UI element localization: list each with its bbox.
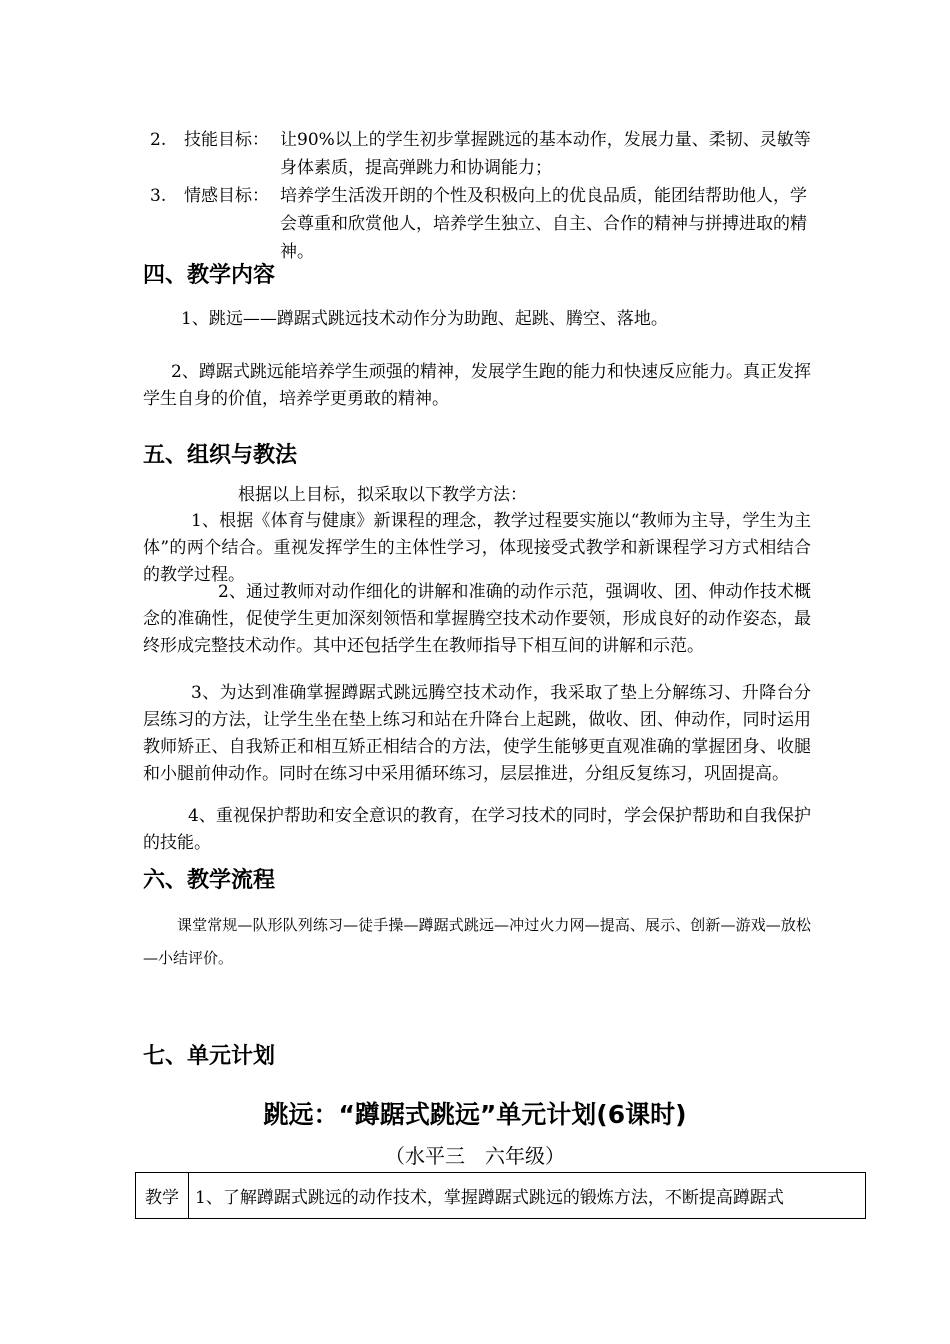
- goal-label: 技能目标：: [184, 130, 269, 150]
- method-item-2: 2、通过教师对动作细化的讲解和准确的动作示范，强调收、团、伸动作技术概念的准确性，促使学生更加深刻领悟和掌握腾空技术动作要领，形成良好的动作姿态，最终形成完整技术动作。其中还包括学生在教师指导下相互间的讲解和示范。: [143, 582, 811, 656]
- goal-text: 让90%以上的学生初步掌握跳远的基本动作，发展力量、柔韧、灵敏等身体素质，提高弹跳力和协调能力；: [280, 130, 811, 178]
- method-item-3: 3、为达到准确掌握蹲踞式跳远腾空技术动作，我采取了垫上分解练习、升降台分层练习的方法，让学生坐在垫上练习和站在升降台上起跳，做收、团、伸动作，同时运用教师矫正、自我矫正和相互矫正相结合的方法，使学生能够更直观准确的掌握团身、收腿和小腿前伸动作。同时在练习中采用循环练习，层层推进，分组反复练习，巩固提高。: [143, 683, 811, 784]
- table-row: [136, 1173, 866, 1219]
- teaching-content-item-1: 1、跳远——蹲踞式跳远技术动作分为助跑、起跳、腾空、落地。: [181, 309, 668, 329]
- method-item-4: 4、重视保护帮助和安全意识的教育，在学习技术的同时，学会保护帮助和自我保护的技能。: [143, 806, 811, 853]
- goal-label: 情感目标：: [184, 186, 269, 206]
- unit-plan-table: [135, 1172, 866, 1219]
- teaching-flow-text: 课堂常规—队形队列练习—徒手操—蹲踞式跳远—冲过火力网—提高、展示、创新—游戏—放松—小结评价。: [143, 916, 811, 967]
- section-heading-teaching-content: 四、教学内容: [143, 263, 276, 288]
- goal-number: 2.: [150, 130, 167, 150]
- teaching-content-item-2: 2、蹲踞式跳远能培养学生顽强的精神，发展学生跑的能力和快速反应能力。真正发挥学生自身的价值，培养学更勇敢的精神。: [143, 362, 811, 409]
- section-heading-unit-plan: 七、单元计划: [143, 1044, 276, 1069]
- unit-plan-title: 跳远：“蹲踞式跳远”单元计划(6课时): [263, 1100, 687, 1129]
- goal-text: 培养学生活泼开朗的个性及积极向上的优良品质，能团结帮助他人，学会尊重和欣赏他人，培养学生独立、自主、合作的精神与拼搏进取的精神。: [280, 186, 807, 262]
- method-intro: 根据以上目标，拟采取以下教学方法：: [238, 485, 527, 505]
- section-heading-teaching-flow: 六、教学流程: [143, 868, 276, 893]
- table-cell: 1、了解蹲踞式跳远的动作技术，掌握蹲踞式跳远的锻炼方法，不断提高蹲踞式: [189, 1173, 866, 1219]
- table-header-cell: 教学: [136, 1173, 189, 1219]
- goal-emotion: [150, 182, 820, 266]
- goal-number: 3.: [150, 186, 167, 206]
- section-heading-organization-method: 五、组织与教法: [143, 443, 298, 468]
- method-item-1: 1、根据《体育与健康》新课程的理念，教学过程要实施以“教师为主导，学生为主体”的两个结合。重视发挥学生的主体性学习，体现接受式教学和新课程学习方式相结合的教学过程。: [143, 511, 811, 585]
- unit-plan-subtitle: （水平三 六年级）: [385, 1144, 565, 1168]
- goal-skill: [150, 126, 820, 182]
